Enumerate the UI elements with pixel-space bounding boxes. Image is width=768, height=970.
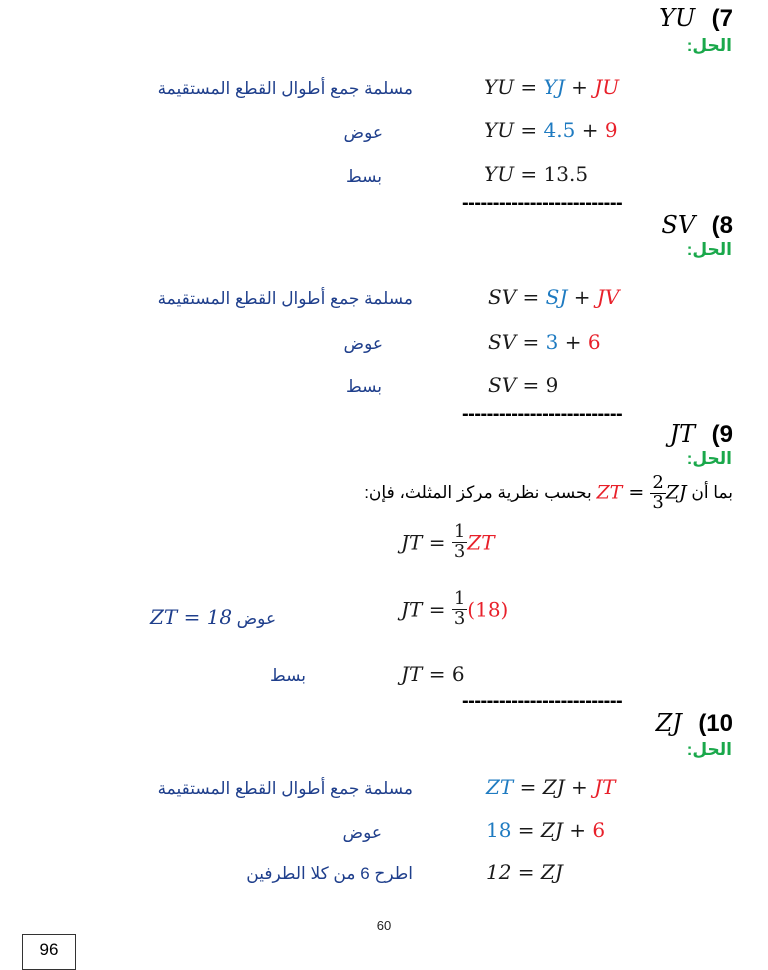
separator-3: -------------------------- [462, 691, 623, 711]
q9-reason-2: عوض ZT = 18 [150, 605, 277, 629]
q9-number: (9 [711, 421, 733, 448]
q9-intro-after: بحسب نظرية مركز المثلث، فإن: [364, 482, 592, 502]
q10-heading [656, 709, 733, 738]
q9-reason-3: بسط [269, 666, 306, 685]
q9-variable: JT [669, 420, 696, 448]
q9-equation-1: JT = $\frac{1}{3}$ ZT [401, 521, 495, 562]
q10-reason-1: مسلمة جمع أطوال القطع المستقيمة [157, 779, 413, 798]
q9-equation-2: JT = $\frac{1}{3}$ (18) [401, 588, 509, 629]
page-number-center: 60 [376, 918, 392, 933]
q7-reason-2: عوض [343, 123, 383, 142]
q10-reason-3: اطرح 6 من كلا الطرفين [246, 864, 413, 883]
q9-solution-label: الحل: [686, 449, 732, 468]
q10-equation-1: ZT = ZJ + JT [486, 775, 616, 799]
q7-equation-2: YU = 4.5 + 9 [484, 118, 618, 142]
q8-reason-3: بسط [345, 377, 382, 396]
q8-reason-1: مسلمة جمع أطوال القطع المستقيمة [157, 289, 413, 308]
q8-reason-2: عوض [343, 334, 383, 353]
q7-reason-1: مسلمة جمع أطوال القطع المستقيمة [157, 79, 413, 98]
q9-heading [670, 420, 733, 449]
q9-intro-formula: ZT = $\frac{2}{3}$ ZJ [596, 472, 687, 513]
q10-solution-label: الحل: [686, 740, 732, 759]
q7-number: (7 [711, 5, 733, 32]
q7-equation-1: YU = YJ + JU [484, 75, 620, 99]
q8-equation-2: SV = 3 + 6 [488, 330, 601, 354]
q9-intro-before: بما أن [691, 482, 733, 502]
q7-variable: YU [659, 4, 696, 32]
q8-equation-1: SV = SJ + JV [488, 285, 620, 309]
q8-solution-label: الحل: [686, 240, 732, 259]
q7-solution-label: الحل: [686, 36, 732, 55]
q8-variable: SV [661, 211, 696, 239]
q8-number: (8 [711, 212, 733, 239]
q7-reason-3: بسط [345, 167, 382, 186]
q10-equation-3: 12 = ZJ [486, 860, 563, 884]
separator-2: -------------------------- [462, 404, 623, 424]
q10-equation-2: 18 = ZJ + 6 [486, 818, 606, 842]
separator-1: -------------------------- [462, 193, 623, 213]
q8-heading [661, 211, 733, 240]
q7-heading [659, 4, 733, 33]
q10-variable: ZJ [655, 709, 682, 737]
q7-equation-3: YU = 13.5 [484, 162, 589, 186]
page-number-box: 96 [22, 934, 76, 970]
q9-equation-3: JT = 6 [401, 662, 465, 686]
q10-number: (10 [698, 710, 733, 737]
q8-equation-3: SV = 9 [488, 373, 559, 397]
q10-reason-2: عوض [342, 823, 382, 842]
q9-intro [364, 474, 733, 513]
